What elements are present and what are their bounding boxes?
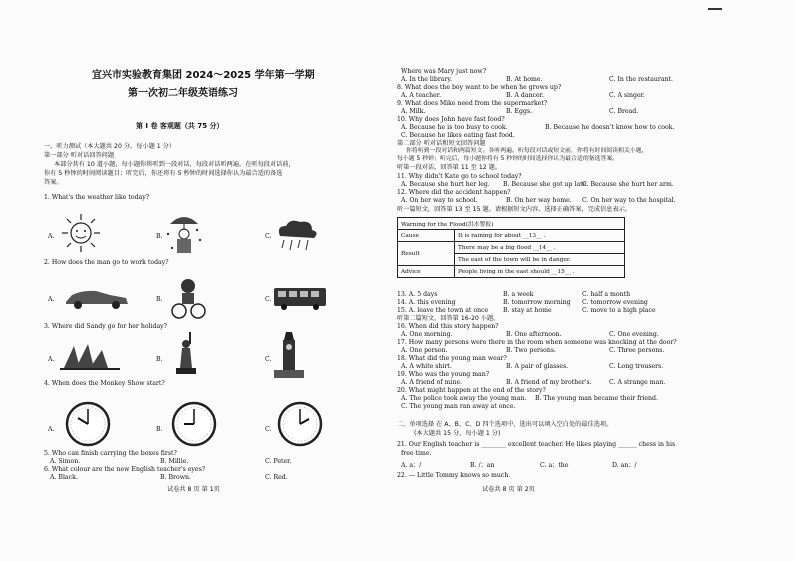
option-text: A. Black. bbox=[50, 474, 78, 481]
option-text: B. A friend of my brother's. bbox=[506, 379, 592, 386]
part-subheading: 第二部分 听对话和短文回答问题 bbox=[397, 140, 486, 147]
option-text: B. At home. bbox=[506, 76, 543, 83]
option-text: B. Millie. bbox=[160, 458, 189, 465]
option-text: C. A singer. bbox=[609, 92, 645, 99]
option-text: B. Because she got up late. bbox=[503, 181, 589, 188]
option-text: B. Eggs. bbox=[506, 108, 533, 115]
question-4: 4. When does the Monkey Show start? bbox=[44, 380, 165, 387]
clock-icon bbox=[276, 400, 324, 448]
option-text: B. On her way home. bbox=[506, 197, 572, 204]
sun-icon bbox=[60, 212, 102, 254]
instruction-line: 本部分共有 10 道小题，每小题你将听到一段对话，每段对话听两遍。在听每段对话前， bbox=[54, 161, 295, 168]
exam-subtitle: 第一次初二年级英语练习 bbox=[128, 88, 238, 99]
option-text: A. Simon. bbox=[50, 458, 81, 465]
option-text: B. A dancer. bbox=[506, 92, 544, 99]
option-text: A. A teacher. bbox=[401, 92, 442, 99]
instruction-line: 听一篇短文，回答第 13 至 15 题。请根据短文内容，选择正确答案，完成信息表示。 bbox=[397, 206, 631, 213]
part-heading: 二、单项选择 在 A、B、C、D 四个选项中，选出可以填入空白处的最佳选项。 bbox=[397, 421, 613, 428]
option-label: C. bbox=[265, 356, 272, 363]
option-text: C. Long trousers. bbox=[609, 363, 664, 370]
option-label: A. bbox=[48, 426, 55, 433]
option-text: B. /；an bbox=[470, 462, 495, 469]
option-text: C. Bread. bbox=[609, 108, 639, 115]
option-text: B. stay at home bbox=[503, 307, 552, 314]
option-label: C. bbox=[265, 426, 272, 433]
option-text: C. Red. bbox=[265, 474, 288, 481]
page-footer: 试卷共 8 页 第 1页 bbox=[167, 486, 220, 493]
row-label: Result bbox=[398, 242, 455, 266]
option-text: C. tomorrow evening bbox=[582, 299, 648, 306]
row-value: It is raining for about __13__ . bbox=[455, 230, 625, 242]
question-7: Where was Mary just now? bbox=[401, 68, 487, 75]
clock-icon bbox=[170, 400, 218, 448]
question-3: 3. Where did Sandy go for her holiday? bbox=[44, 323, 167, 330]
option-label: A. bbox=[48, 356, 55, 363]
page-footer: 试卷共 8 页 第 2页 bbox=[482, 486, 535, 493]
option-text: D. an；/ bbox=[612, 462, 637, 469]
option-text: C. A strange man. bbox=[609, 379, 666, 386]
option-label: B. bbox=[156, 426, 163, 433]
instruction-line: 听第二篇短文，回答第 16-20 小题。 bbox=[397, 315, 500, 322]
option-text: B. Two persons. bbox=[506, 347, 556, 354]
option-text: C. a；the bbox=[540, 462, 569, 469]
row-value: There may be a big flood __14__ . bbox=[455, 242, 625, 254]
table-title: Warning for the Flood(洪水警报) bbox=[398, 218, 625, 230]
instruction-line: 每小题 5 秒钟；听完后，每小题你将有 5 秒钟的时间选择你认为最合适的备选答案。 bbox=[397, 156, 619, 162]
part-heading: 一、听力测试（本大题共 20 分，每小题 1 分） bbox=[44, 143, 176, 150]
bicycle-icon bbox=[170, 276, 206, 320]
question-19: 19. Who was the young man? bbox=[397, 371, 490, 378]
question-17: 17. How many persons were there in the room when someone was knocking at the door? bbox=[397, 339, 677, 346]
option-text: B. tomorrow morning bbox=[503, 299, 571, 306]
option-label: A. bbox=[48, 296, 55, 303]
question-5: 5. Who can finish carrying the boxes first? bbox=[44, 450, 177, 457]
clock-icon bbox=[64, 400, 112, 448]
question-15: 15. A. leave the town at once bbox=[397, 307, 489, 314]
question-18: 18. What did the young man wear? bbox=[397, 355, 507, 362]
section-heading: 第 I 卷 客观题（共 75 分） bbox=[136, 122, 224, 130]
option-text: C. One evening. bbox=[609, 331, 659, 338]
instruction-line: 你将听到一段对话和两篇短文。各听两遍。听每段对话或短文前，你将有时间阅读相关小题， bbox=[406, 148, 648, 154]
option-text: B. The young man became their friend. bbox=[535, 395, 658, 402]
exam-title: 宜兴市实验教育集团 2024～2025 学年第一学期 bbox=[92, 70, 315, 81]
option-text: C. On her way to the hospital. bbox=[582, 197, 676, 204]
instruction-line: 答案。 bbox=[44, 179, 63, 186]
option-text: A. A friend of mine. bbox=[401, 379, 463, 386]
option-text: A. In the library. bbox=[401, 76, 453, 83]
snow-icon bbox=[164, 210, 204, 256]
option-text: C. half a month bbox=[582, 291, 631, 298]
question-14: 14. A. this evening bbox=[397, 299, 456, 306]
option-text: A. One person. bbox=[401, 347, 448, 354]
question-21: 21. Our English teacher is ________ excellent teacher. He likes playing ______ chess in his bbox=[397, 441, 676, 448]
question-12: 12. Where did the accident happen? bbox=[397, 189, 511, 196]
option-text: A. Milk. bbox=[401, 108, 426, 115]
rain-cloud-icon bbox=[272, 218, 320, 252]
option-text: A. a；/ bbox=[401, 462, 422, 469]
option-text: C. move to a high place bbox=[582, 307, 656, 314]
question-8: 8. What does the boy want to be when he grows up? bbox=[397, 84, 562, 91]
option-text: C. The young man ran away at once. bbox=[401, 403, 516, 410]
statue-of-liberty-icon bbox=[172, 330, 200, 376]
opera-house-icon bbox=[60, 340, 120, 372]
question-22: 22. — Little Tommy knows so much. bbox=[397, 472, 511, 479]
big-ben-icon bbox=[274, 330, 304, 380]
option-text: A. On her way to school. bbox=[401, 197, 478, 204]
option-label: B. bbox=[156, 233, 163, 240]
option-text: B. A pair of glasses. bbox=[506, 363, 569, 370]
question-9: 9. What does Mike need from the supermarket? bbox=[397, 100, 548, 107]
option-text: C. Because she hurt her arm. bbox=[582, 181, 674, 188]
option-text: C. In the restaurant. bbox=[609, 76, 673, 83]
option-text: C. Because he likes eating fast food. bbox=[401, 132, 515, 139]
question-20: 20. What might happen at the end of the story? bbox=[397, 387, 546, 394]
option-text: A. Because she hurt her leg. bbox=[401, 181, 490, 188]
instruction-line: 你有 5 秒钟的时间阅读题目；听完后，你还将有 5 秒钟的时间选择你认为最合适的备选 bbox=[44, 170, 283, 177]
part-subheading: 第一部分 听对话回答问题 bbox=[44, 152, 115, 159]
flood-warning-table bbox=[397, 217, 625, 278]
question-6: 6. What colour are the new English teacher's eyes? bbox=[44, 466, 206, 473]
question-1: 1. What's the weather like today? bbox=[44, 194, 150, 201]
scan-mark bbox=[708, 8, 722, 10]
option-label: B. bbox=[156, 296, 163, 303]
row-label: Advice bbox=[398, 266, 455, 278]
row-label: Cause bbox=[398, 230, 455, 242]
option-text: A. The police took away the young man. bbox=[401, 395, 527, 402]
option-text: C. Peter. bbox=[265, 458, 292, 465]
option-text: B. Because he doesn't know how to cook. bbox=[545, 124, 675, 131]
row-value: People living in the east should __15__ . bbox=[455, 266, 625, 278]
option-text: C. Three persons. bbox=[609, 347, 665, 354]
question-11: 11. Why didn't Kate go to school today? bbox=[397, 173, 522, 180]
bus-icon bbox=[272, 286, 328, 310]
option-label: B. bbox=[156, 356, 163, 363]
question-16: 16. When did this story happen? bbox=[397, 323, 499, 330]
option-text: B. Brown. bbox=[160, 474, 191, 481]
option-label: C. bbox=[265, 296, 272, 303]
instruction-line: 听第一段对话，回答第 11 至 12 题。 bbox=[397, 164, 502, 171]
option-text: A. One morning. bbox=[401, 331, 453, 338]
question-21-cont: free time. bbox=[401, 450, 432, 457]
option-label: C. bbox=[265, 233, 272, 240]
question-13: 13. A. 5 days bbox=[397, 291, 438, 298]
question-10: 10. Why does John have fast food? bbox=[397, 116, 505, 123]
option-text: A. A white shirt. bbox=[401, 363, 452, 370]
option-text: B. One afternoon. bbox=[506, 331, 562, 338]
row-value: The east of the town will be in danger. bbox=[455, 254, 625, 266]
question-2: 2. How does the man go to work today? bbox=[44, 259, 169, 266]
part-heading: (本大题共 15 分，每小题 1 分) bbox=[414, 430, 501, 437]
option-text: B. a week bbox=[503, 291, 534, 298]
option-text: A. Because he is too busy to cook. bbox=[401, 124, 508, 131]
car-icon bbox=[62, 286, 132, 310]
option-label: A. bbox=[48, 233, 55, 240]
